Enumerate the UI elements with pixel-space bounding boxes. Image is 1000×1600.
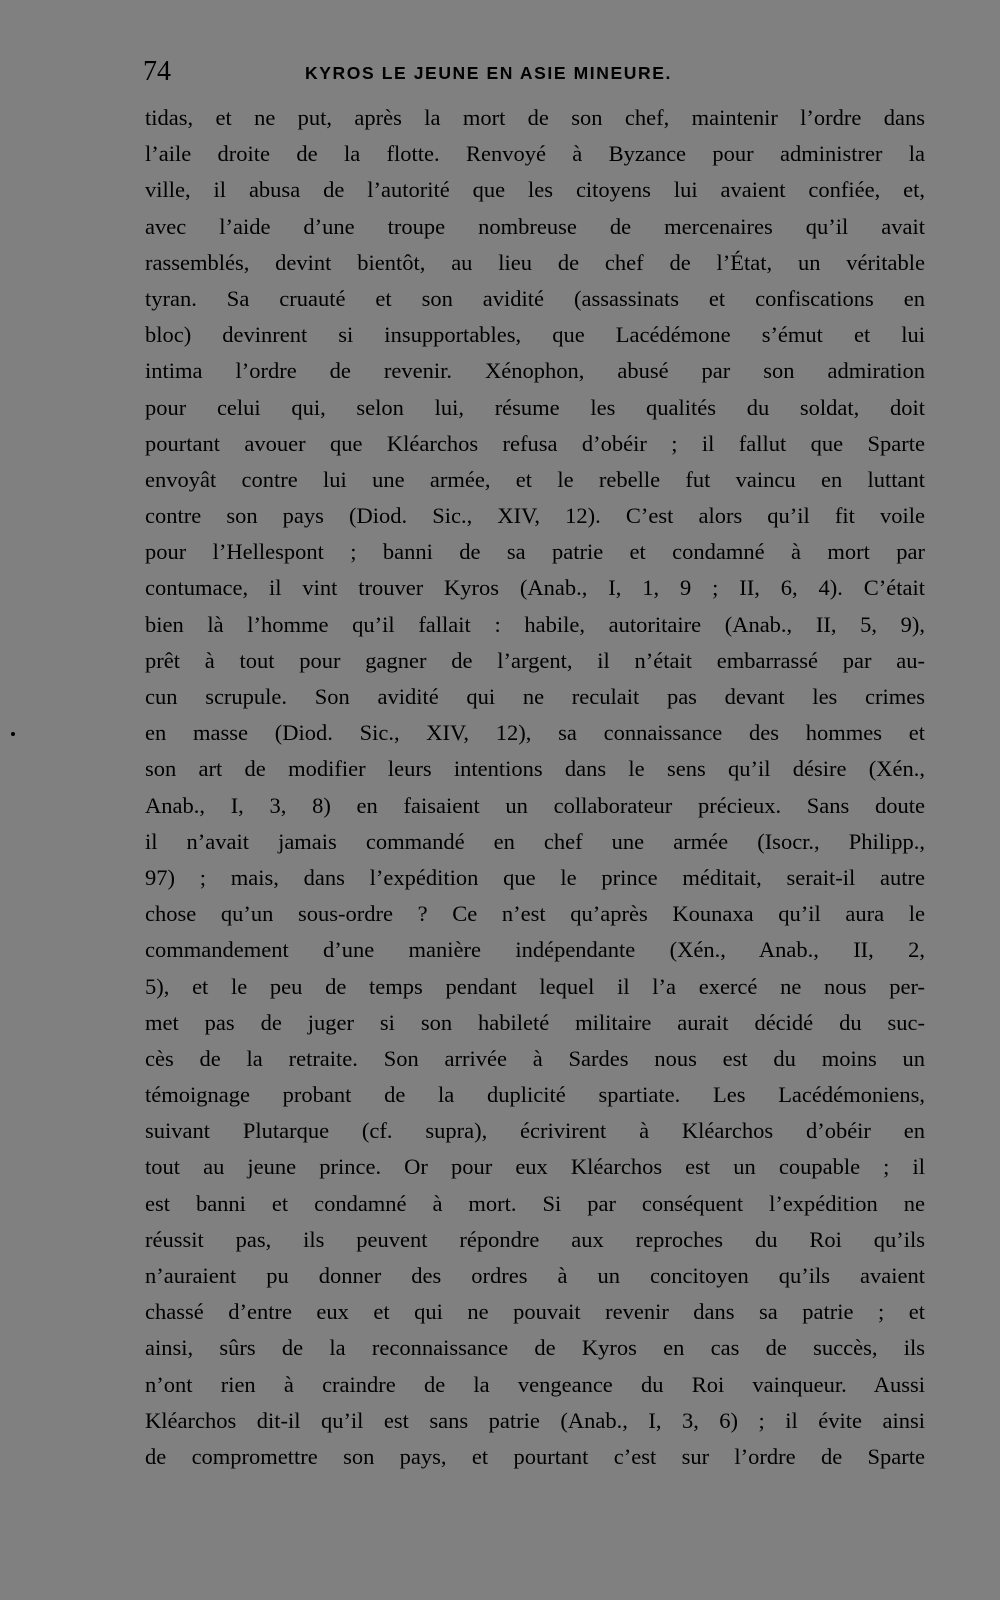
- body-text: [145, 100, 925, 1475]
- text-line: n’auraient pu donner des ordres à un concitoyen qu’ils avaient: [145, 1263, 925, 1288]
- text-line: tidas, et ne put, après la mort de son chef, maintenir l’ordre dans: [145, 105, 925, 130]
- text-line: témoignage probant de la duplicité spartiate. Les Lacédémoniens,: [145, 1082, 925, 1108]
- text-line: est banni et condamné à mort. Si par conséquent l’expédition ne: [145, 1190, 925, 1216]
- text-line: n’ont rien à craindre de la vengeance du Roi vainqueur. Aussi: [145, 1371, 925, 1397]
- text-line: Anab., I, 3, 8) en faisaient un collaborateur précieux. Sans doute: [145, 792, 925, 818]
- text-line: contre son pays (Diod. Sic., XIV, 12). C’est alors qu’il fit voile: [145, 503, 925, 529]
- text-line: il n’avait jamais commandé en chef une armée (Isocr., Philipp.,: [145, 828, 925, 854]
- text-line: 5), et le peu de temps pendant lequel il l’a exercé ne nous per-: [145, 973, 925, 999]
- text-line: avec l’aide d’une troupe nombreuse de mercenaires qu’il avait: [145, 213, 925, 239]
- text-line: intima l’ordre de revenir. Xénophon, abusé par son admiration: [145, 358, 925, 384]
- text-line: contumace, il vint trouver Kyros (Anab., I, 1, 9 ; II, 6, 4). C’était: [145, 575, 925, 601]
- text-line: pour celui qui, selon lui, résume les qualités du soldat, doit: [145, 394, 925, 420]
- text-line: commandement d’une manière indépendante (Xén., Anab., II, 2,: [145, 937, 925, 963]
- text-line: de compromettre son pays, et pourtant c’est sur l’ordre de Sparte: [145, 1443, 925, 1469]
- text-line: tyran. Sa cruauté et son avidité (assassinats et confiscations en: [145, 285, 925, 311]
- running-title: KYROS LE JEUNE EN ASIE MINEURE.: [305, 63, 672, 83]
- text-line: rassemblés, devint bientôt, au lieu de chef de l’État, un véritable: [145, 249, 925, 275]
- margin-speck: [11, 732, 15, 736]
- text-line: en masse (Diod. Sic., XIV, 12), sa connaissance des hommes et: [145, 720, 925, 746]
- text-line: réussit pas, ils peuvent répondre aux reproches du Roi qu’ils: [145, 1226, 925, 1252]
- text-line: envoyât contre lui une armée, et le rebelle fut vaincu en luttant: [145, 466, 925, 492]
- page-number: 74: [143, 56, 171, 87]
- text-line: l’aile droite de la flotte. Renvoyé à Byzance pour administrer la: [145, 141, 925, 167]
- text-line: pour l’Hellespont ; banni de sa patrie et condamné à mort par: [145, 539, 925, 565]
- text-line: suivant Plutarque (cf. supra), écrivirent à Kléarchos d’obéir en: [145, 1118, 925, 1144]
- text-line: son art de modifier leurs intentions dans le sens qu’il désire (Xén.,: [145, 756, 925, 782]
- text-line: prêt à tout pour gagner de l’argent, il n’était embarrassé par au-: [145, 647, 925, 673]
- text-line: pourtant avouer que Kléarchos refusa d’obéir ; il fallut que Sparte: [145, 430, 925, 456]
- text-line: met pas de juger si son habileté militaire aurait décidé du suc-: [145, 1009, 925, 1035]
- text-line: tout au jeune prince. Or pour eux Kléarchos est un coupable ; il: [145, 1154, 925, 1180]
- text-line: Kléarchos dit-il qu’il est sans patrie (Anab., I, 3, 6) ; il évite ainsi: [145, 1407, 925, 1433]
- text-line: bien là l’homme qu’il fallait : habile, autoritaire (Anab., II, 5, 9),: [145, 611, 925, 637]
- text-line: cès de la retraite. Son arrivée à Sardes nous est du moins un: [145, 1045, 925, 1071]
- text-line: chassé d’entre eux et qui ne pouvait revenir dans sa patrie ; et: [145, 1299, 925, 1325]
- text-line: ainsi, sûrs de la reconnaissance de Kyros en cas de succès, ils: [145, 1335, 925, 1361]
- text-line: ville, il abusa de l’autorité que les citoyens lui avaient confiée, et,: [145, 177, 925, 203]
- text-line: chose qu’un sous-ordre ? Ce n’est qu’après Kounaxa qu’il aura le: [145, 901, 925, 927]
- text-line: 97) ; mais, dans l’expédition que le prince méditait, serait-il autre: [145, 864, 925, 890]
- text-line: cun scrupule. Son avidité qui ne reculait pas devant les crimes: [145, 684, 925, 709]
- text-line: bloc) devinrent si insupportables, que Lacédémone s’émut et lui: [145, 322, 925, 348]
